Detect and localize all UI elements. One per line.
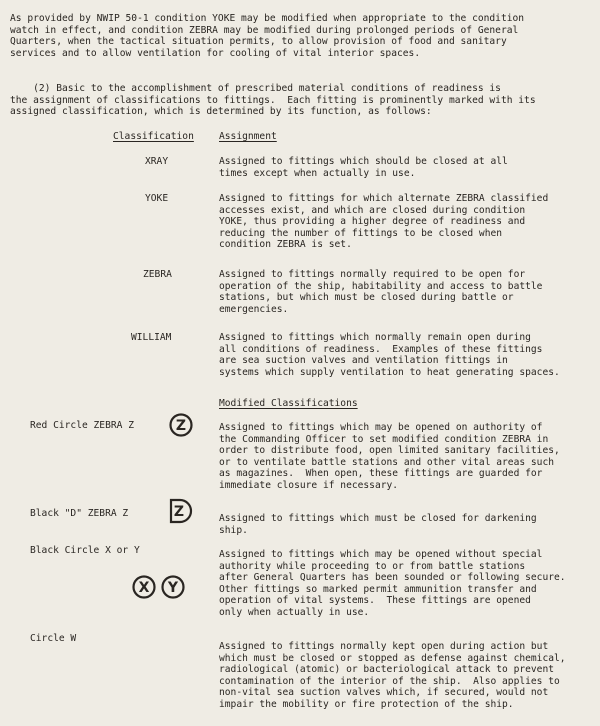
classification-name: ZEBRA bbox=[143, 269, 172, 280]
text-line: YOKE, thus providing a higher degree of readiness and bbox=[219, 216, 526, 228]
assignment-text bbox=[219, 332, 560, 378]
modified-name: Black Circle X or Y bbox=[30, 545, 140, 556]
assignment-text bbox=[219, 156, 508, 179]
text-line: reducing the number of fittings to be closed when bbox=[219, 227, 503, 239]
text-line: radiological (atomic) or bacteriological attack to prevent bbox=[219, 664, 555, 676]
text-line: Assigned to fittings which may be opened on authority of bbox=[219, 422, 543, 433]
symbol-letter: Z bbox=[173, 504, 185, 520]
text-line: after General Quarters has been sounded or following secure. bbox=[219, 572, 566, 584]
text-line: Assigned to fittings normally kept open during action but bbox=[219, 641, 549, 652]
assignment-header: Assignment bbox=[219, 131, 277, 142]
text-line: condition ZEBRA is set. bbox=[219, 239, 352, 251]
text-line: systems which supply ventilation to heat generating spaces. bbox=[219, 366, 560, 378]
assignment-text bbox=[219, 549, 566, 619]
text-line: as magazines. When open, these fittings are guarded for bbox=[219, 468, 543, 480]
text-line: emergencies. bbox=[219, 303, 289, 315]
classification-name: WILLIAM bbox=[131, 332, 172, 343]
modified-classifications-header: Modified Classifications bbox=[219, 398, 358, 409]
symbol-letter: Z bbox=[175, 418, 187, 434]
text-line: are sea suction valves and ventilation fittings in bbox=[219, 355, 508, 367]
text-line: the assignment of classifications to fittings. Each fitting is prominently marked with its bbox=[10, 94, 536, 106]
text-line: impair the mobility or fire protection of the ship. bbox=[219, 698, 514, 710]
symbol-letter: Y bbox=[167, 580, 179, 596]
text-line: authority while proceeding to or from battle stations bbox=[219, 560, 526, 572]
text-line: As provided by NWIP 50-1 condition YOKE may be modified when appropriate to the condition bbox=[10, 13, 525, 24]
text-line: Assigned to fittings which may be opened without special bbox=[219, 549, 543, 560]
assignment-text bbox=[219, 269, 542, 315]
text-line: Assigned to fittings which normally remain open during bbox=[219, 332, 531, 343]
text-line: or to ventilate battle stations and other vital areas such bbox=[219, 456, 555, 468]
text-line: Assigned to fittings normally required to be open for bbox=[219, 269, 526, 280]
modified-name: Circle W bbox=[30, 633, 77, 644]
text-line: Other fittings so marked permit ammunition transfer and bbox=[219, 583, 537, 595]
text-line: Quarters, when the tactical situation permits, to allow provision of food and sanitary bbox=[10, 36, 507, 48]
text-line: (2) Basic to the accomplishment of prescribed material conditions of readiness is bbox=[10, 83, 501, 94]
text-line: services and to allow ventilation for cooling of vital interior spaces. bbox=[10, 47, 421, 59]
text-line: watch in effect, and condition ZEBRA may be modified during prolonged periods of General bbox=[10, 24, 519, 36]
text-line: only when actually in use. bbox=[219, 606, 370, 618]
text-line: all conditions of readiness. Examples of these fittings bbox=[219, 343, 543, 355]
circle-z-symbol-icon bbox=[168, 412, 194, 438]
text-line: which must be closed or stopped as defense against chemical, bbox=[219, 652, 566, 664]
text-line: ship. bbox=[219, 524, 248, 536]
text-line: assigned classification, which is determined by its function, as follows: bbox=[10, 106, 432, 118]
text-line: Assigned to fittings for which alternate ZEBRA classified bbox=[219, 193, 549, 204]
assignment-text bbox=[219, 641, 566, 711]
assignment-text bbox=[219, 513, 537, 536]
modified-name: Red Circle ZEBRA Z bbox=[30, 420, 134, 431]
classification-name: XRAY bbox=[145, 156, 169, 167]
text-line: operation of the ship, habitability and access to battle bbox=[219, 280, 543, 292]
symbol-letter: X bbox=[138, 580, 150, 596]
text-line: operation of vital systems. These fittings are opened bbox=[219, 595, 531, 607]
classification-name: YOKE bbox=[145, 193, 169, 204]
text-line: non-vital sea suction valves which, if secured, would not bbox=[219, 687, 549, 699]
text-line: contamination of the interior of the ship. Also applies to bbox=[219, 675, 560, 687]
text-line: order to distribute food, open limited sanitary facilities, bbox=[219, 445, 560, 457]
text-line: immediate closure if necessary. bbox=[219, 479, 399, 491]
text-line: the Commanding Officer to set modified condition ZEBRA in bbox=[219, 433, 549, 445]
intro-paragraph bbox=[10, 13, 524, 59]
text-line: accesses exist, and which are closed during condition bbox=[219, 204, 526, 216]
text-line: times except when actually in use. bbox=[219, 167, 416, 179]
d-zebra-z-symbol-icon bbox=[167, 498, 193, 524]
circle-x-y-symbols-icon bbox=[132, 574, 188, 600]
classification-header: Classification bbox=[113, 131, 194, 142]
assignment-text bbox=[219, 422, 560, 492]
modified-name: Black "D" ZEBRA Z bbox=[30, 508, 129, 519]
text-line: Assigned to fittings which must be closed for darkening bbox=[219, 513, 537, 524]
paragraph-2 bbox=[10, 83, 536, 118]
text-line: Assigned to fittings which should be closed at all bbox=[219, 156, 508, 167]
assignment-text bbox=[219, 193, 548, 251]
text-line: stations, but which must be closed during battle or bbox=[219, 292, 514, 304]
